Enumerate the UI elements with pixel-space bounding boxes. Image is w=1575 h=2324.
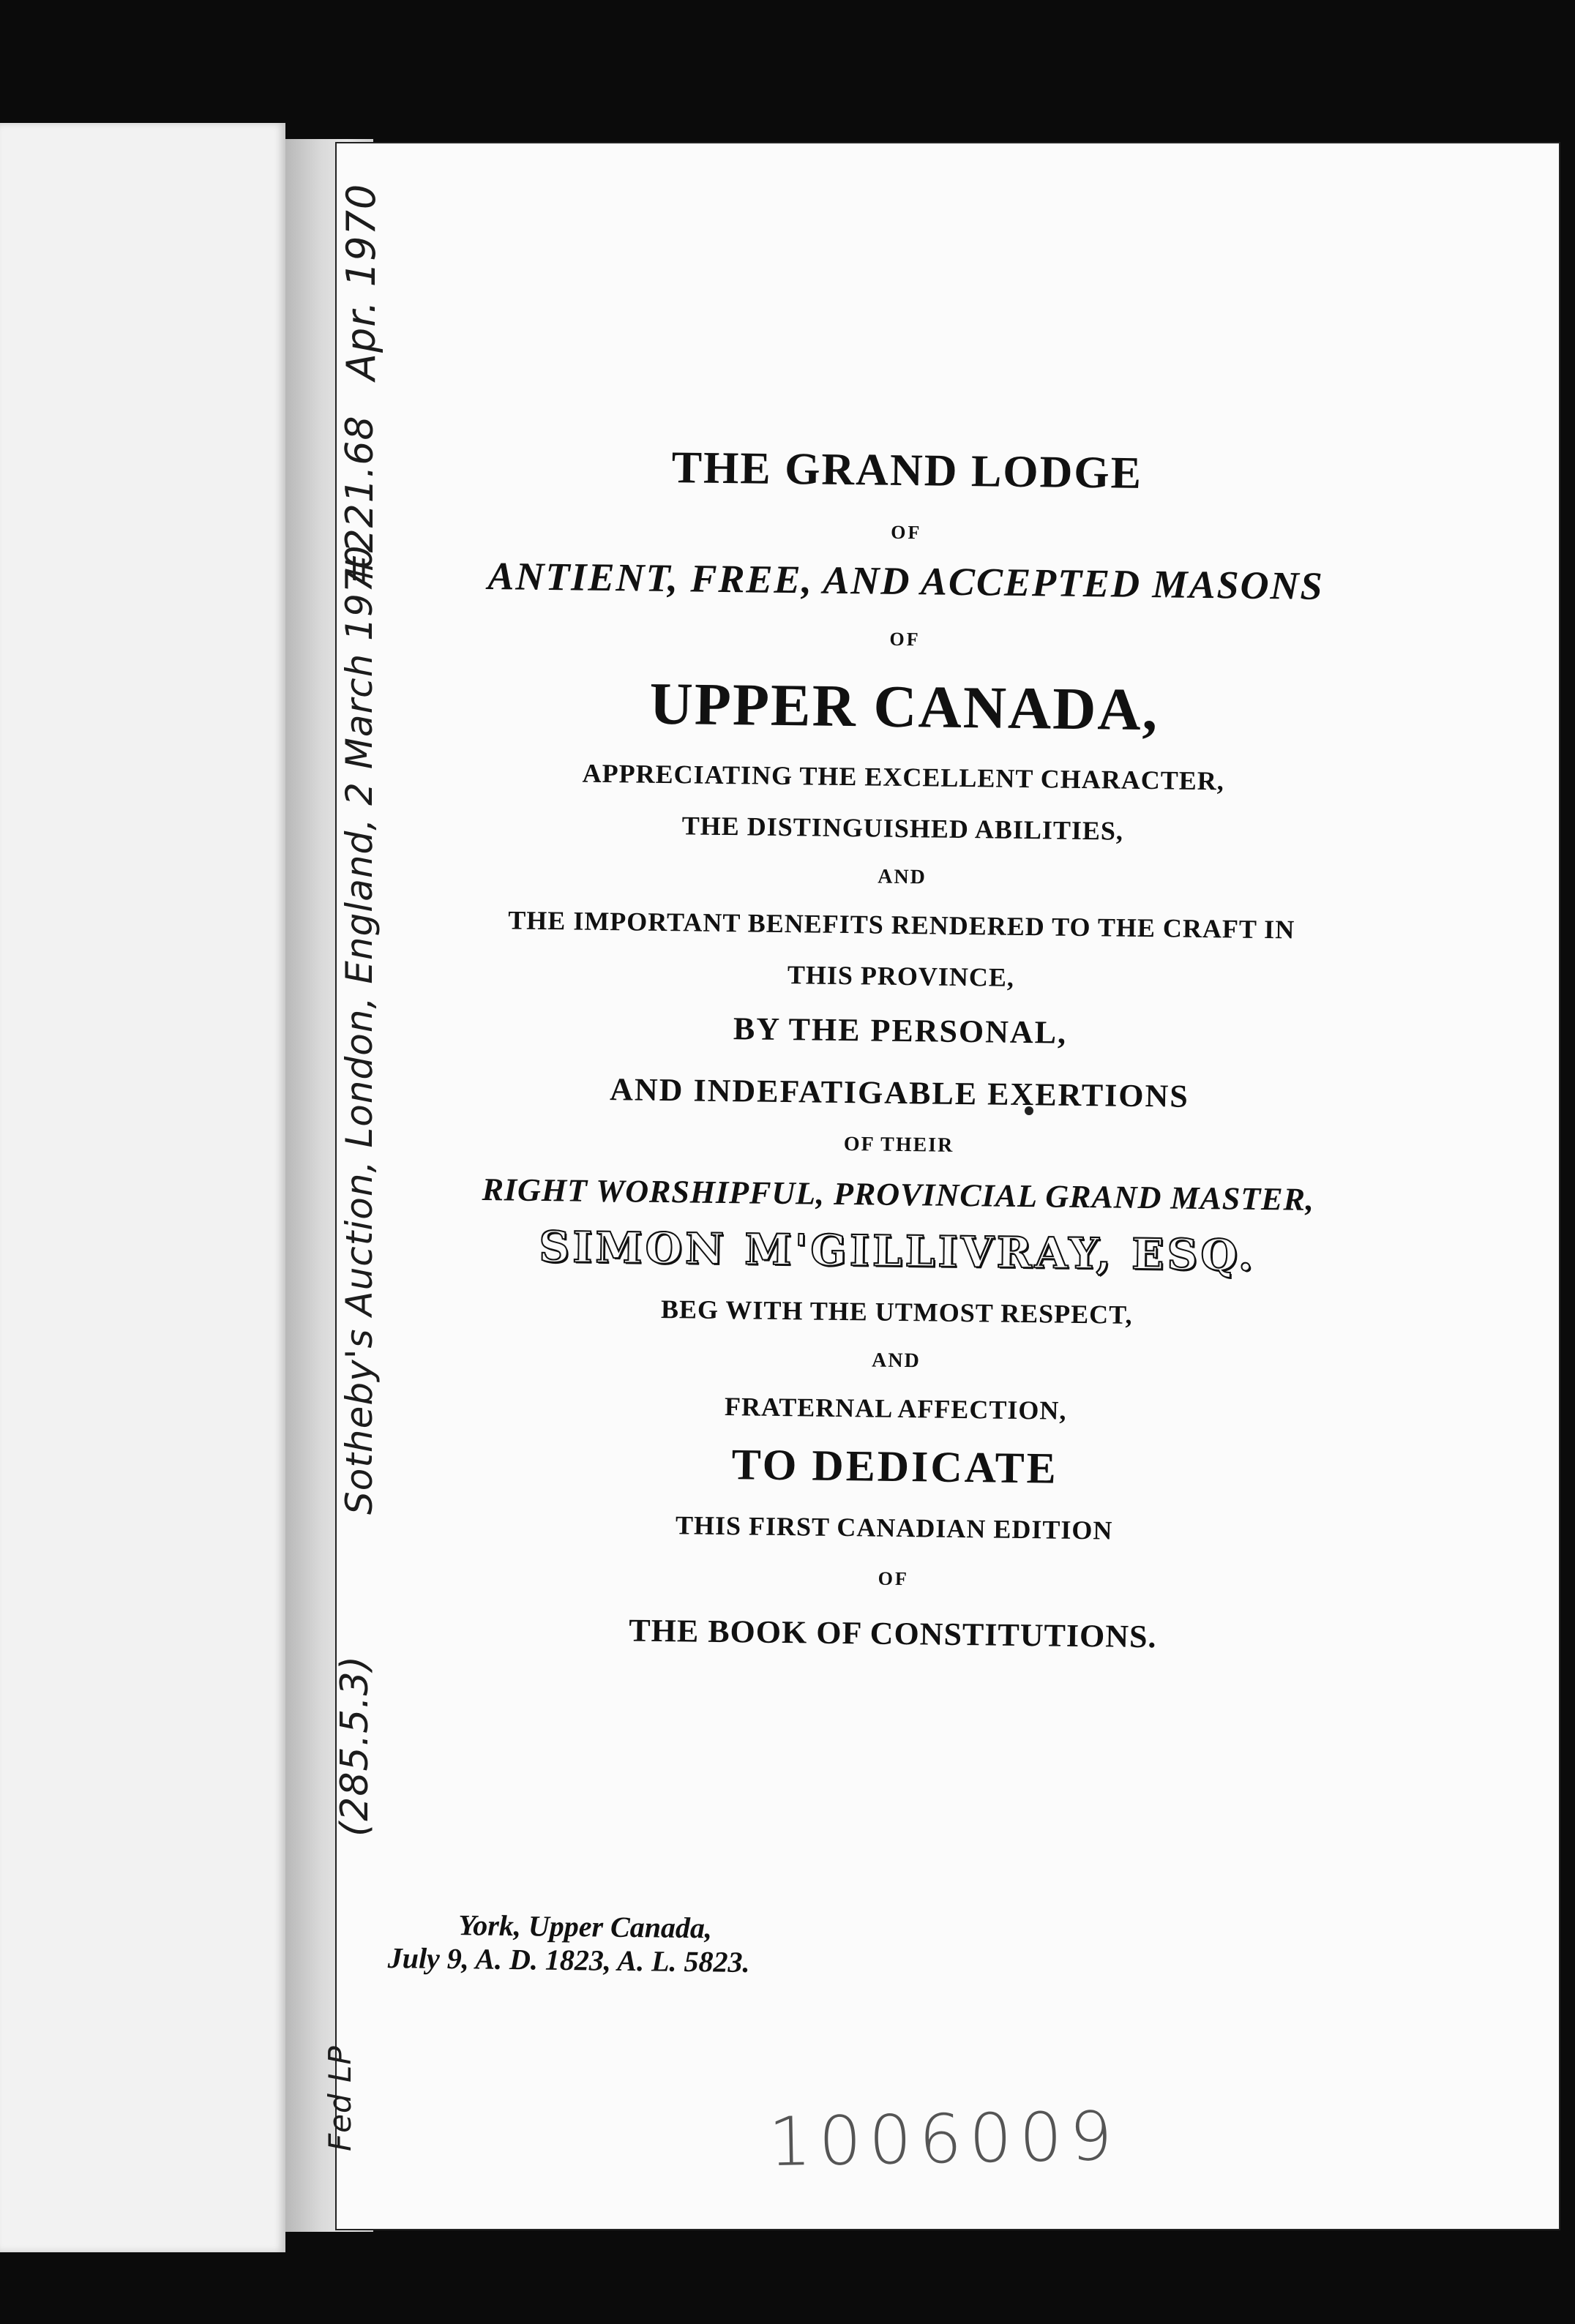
handwritten-sale-note: Sotheby's Auction, London, England, 2 March 1970	[338, 544, 381, 1515]
dedication-line: AND INDEFATIGABLE EXERTIONS	[609, 1071, 1190, 1114]
heading-upper-canada: UPPER CANADA,	[649, 670, 1159, 743]
connector-of: OF	[878, 1567, 910, 1590]
dedication-line: THIS PROVINCE,	[787, 960, 1015, 992]
heading-to-dedicate: TO DEDICATE	[731, 1440, 1059, 1493]
imprint-place: York, Upper Canada,	[458, 1908, 713, 1945]
heading-book-of-constitutions: THE BOOK OF CONSTITUTIONS.	[629, 1612, 1157, 1655]
left-flyleaf	[0, 123, 285, 2252]
handwritten-date-note: Apr. 1970	[338, 183, 384, 381]
dedication-text	[381, 425, 1420, 1658]
imprint-date: July 9, A. D. 1823, A. L. 5823.	[387, 1941, 750, 1979]
dedication-line: BY THE PERSONAL,	[733, 1011, 1068, 1051]
handwritten-price-note: #221.68	[338, 415, 382, 585]
dedication-line: BEG WITH THE UTMOST RESPECT,	[660, 1294, 1133, 1330]
dedication-line: FRATERNAL AFFECTION,	[724, 1392, 1067, 1425]
heading-masons: ANTIENT, FREE, AND ACCEPTED MASONS	[487, 554, 1324, 608]
dedication-line: THE DISTINGUISHED ABILITIES,	[681, 811, 1124, 846]
heading-grand-lodge: THE GRAND LODGE	[671, 443, 1143, 498]
dedication-line: THIS FIRST CANADIAN EDITION	[675, 1510, 1113, 1545]
connector-and: AND	[878, 865, 927, 889]
imprint	[387, 1908, 750, 1979]
connector-of: OF	[889, 628, 921, 651]
handwritten-shelf-note: Fed LP	[322, 2045, 358, 2151]
connector-and: AND	[871, 1349, 921, 1373]
connector-of: OF	[891, 521, 922, 544]
accession-number: 1006009	[768, 2096, 1121, 2182]
connector-of-their: OF THEIR	[843, 1133, 954, 1157]
handwritten-reference-note: (285.5.3)	[333, 1654, 377, 1837]
dedication-line: THE IMPORTANT BENEFITS RENDERED TO THE CRAFT IN	[508, 905, 1295, 945]
grand-master-name: SIMON M'GILLIVRAY, ESQ.	[539, 1221, 1257, 1281]
grand-master-title: RIGHT WORSHIPFUL, PROVINCIAL GRAND MASTER,	[482, 1171, 1315, 1218]
dedication-line: APPRECIATING THE EXCELLENT CHARACTER,	[582, 758, 1225, 796]
